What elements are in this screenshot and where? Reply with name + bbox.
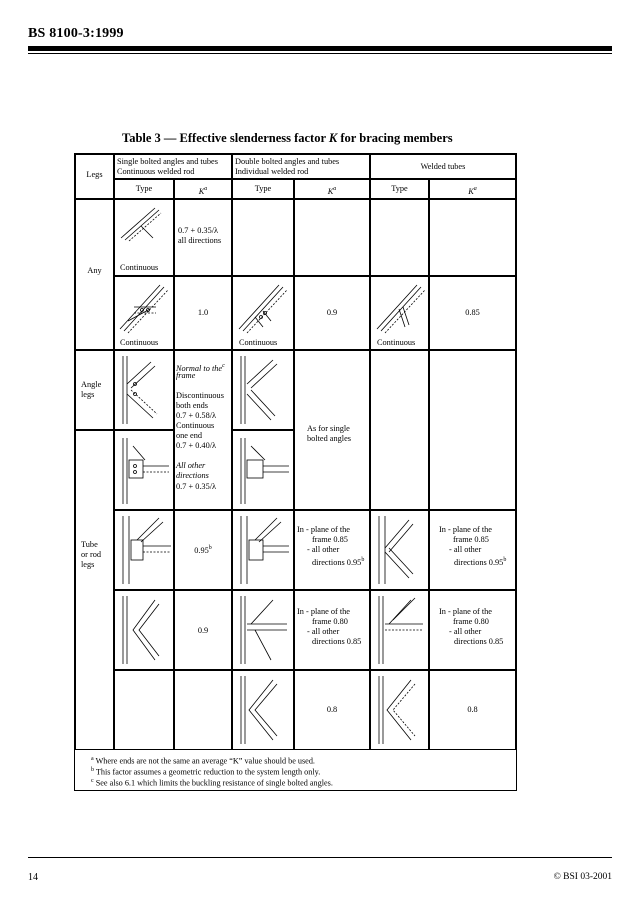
sup: c [91,778,94,784]
type-label-2: Type [254,184,272,193]
span: Where ends are not the same an average “K” value should be used. [95,756,315,766]
bracing-table [74,153,517,791]
header-rule [28,46,612,51]
k-bracing-double-icon [237,674,291,746]
cell [370,199,429,276]
cell [429,350,516,510]
tube3-welded: 0.8 [467,705,478,714]
cell [114,670,174,750]
tube2-double-2: frame 0.80 [312,617,348,626]
row-label-angle-1: Angle [81,380,102,389]
legs-header: Legs [86,170,103,179]
bracing-continuous-single-icon [119,204,169,244]
span: directions 0.95 [312,557,362,567]
sup: a [473,186,477,192]
tube2-double-4: directions 0.85 [312,637,362,646]
tube1-double-4 [312,555,364,568]
sup: a [91,756,94,762]
bracing-continuous-bolted-icon [118,281,172,336]
cell [429,199,516,276]
cell [370,350,429,510]
row-label-angle-2: legs [81,390,95,399]
table-caption: Table 3 — Effective slenderness factor K for bracing members [122,131,453,145]
tube2-k: 0.9 [197,626,209,635]
any-k2-double: 0.9 [326,308,338,317]
sup: b [208,545,212,551]
type-label-3: Type [391,184,408,193]
sup: a [204,186,208,192]
page-number: 14 [28,872,38,883]
span: Normal to the [176,363,223,373]
row-label-any: Any [87,266,102,275]
span: 0.95 [194,545,209,555]
footnote-b [91,767,320,777]
k-label-3 [429,184,516,197]
angle-disc-3: 0.7 + 0.58/λ [176,411,217,420]
group1-header-line1: Single bolted angles and tubes [117,157,218,166]
legs-tube-cell [75,430,114,750]
tube1-k [174,543,232,556]
row-label-tube-3: legs [81,560,95,569]
span: K [327,186,334,196]
tube2-double-3: - all other [307,627,340,636]
span: See also 6.1 which limits the buckling resistance of single bolted angles. [95,778,333,788]
sup: a [333,186,337,192]
angle-disc-2: both ends [176,401,209,410]
group2-header-line2: Individual welded rod [235,167,309,176]
bracing-welded-continuous-icon [375,281,427,336]
group3-header: Welded tubes [420,162,466,171]
tube1-welded-4 [454,555,506,568]
rod-leg-bent-icon [119,594,173,666]
copyright: © BSI 03-2001 [553,872,612,882]
tube1-double-1: In - plane of the [297,525,350,534]
footnote-a [91,756,315,766]
group2-header-line1: Double bolted angles and tubes [235,157,340,166]
angle-cont-1: Continuous [176,421,215,430]
any-k1-line1: 0.7 + 0.35/λ [178,226,219,235]
angle-disc-1: Discontinuous [176,391,224,400]
tube1-welded-2: frame 0.85 [453,535,489,544]
continuous-label-4: Continuous [377,338,416,347]
tube-leg-double-icon [237,514,291,586]
header-rule-thin [28,53,612,54]
cell [174,670,232,750]
angle-other-3: 0.7 + 0.35/λ [176,482,217,491]
sup: c [222,363,225,369]
tube1-double-2: frame 0.85 [312,535,348,544]
cell [232,199,294,276]
span: directions 0.95 [454,557,504,567]
tube-leg-welded-icon [375,514,427,586]
span: This factor assumes a geometric reduction to the system length only. [95,767,321,777]
span: K [468,186,474,196]
bracing-double-continuous-icon [237,281,291,336]
angle-leg-bracing-icon [119,354,171,426]
continuous-label-3: Continuous [239,338,278,347]
cell [294,199,370,276]
continuous-label-1: Continuous [120,263,159,272]
document-header: BS 8100-3:1999 [28,26,124,41]
tube2-welded-1: In - plane of the [439,607,492,616]
angle-double-2: bolted angles [307,434,352,443]
k-bracing-welded-icon [375,674,427,746]
row-label-tube-1: Tube [81,540,98,549]
tube-leg-bolted-icon [119,514,173,586]
footer-rule [28,857,612,858]
rod-leg-double-icon [237,594,291,666]
tube2-welded-4: directions 0.85 [454,637,504,646]
sup: b [503,557,507,563]
angle-cont-3: 0.7 + 0.40/λ [176,441,217,450]
continuous-label-2: Continuous [120,338,159,347]
footnote-c [91,778,333,788]
angle-normal-2: frame [176,371,196,380]
any-k1-line2: all directions [178,236,222,245]
k-label-2 [294,184,370,197]
tube3-double: 0.8 [326,705,338,714]
angle-other-2: directions [176,471,209,480]
tube2-welded-2: frame 0.80 [453,617,489,626]
angle-cont-2: one end [176,431,203,440]
k-label-1 [174,184,232,197]
angle-other-1: All other [176,461,206,470]
angle-double-1: As for single [307,424,350,433]
tube2-welded-3: - all other [449,627,482,636]
angle-leg-double-bolted-icon [237,436,291,506]
tube1-welded-3: - all other [449,545,482,554]
angle-leg-double-icon [237,354,291,426]
span: K [198,186,205,196]
angle-leg-bolted-icon [119,436,171,506]
tube2-double-1: In - plane of the [297,607,350,616]
sup: b [361,557,365,563]
tube1-double-3: - all other [307,545,340,554]
sup: b [91,767,94,773]
group1-header-line2: Continuous welded rod [117,167,195,176]
any-k2: 1.0 [197,308,209,317]
rod-leg-welded-icon [375,594,427,666]
any-k2-welded: 0.85 [465,308,480,317]
tube1-welded-1: In - plane of the [439,525,492,534]
type-label-1: Type [135,184,153,193]
row-label-tube-2: or rod [81,550,102,559]
